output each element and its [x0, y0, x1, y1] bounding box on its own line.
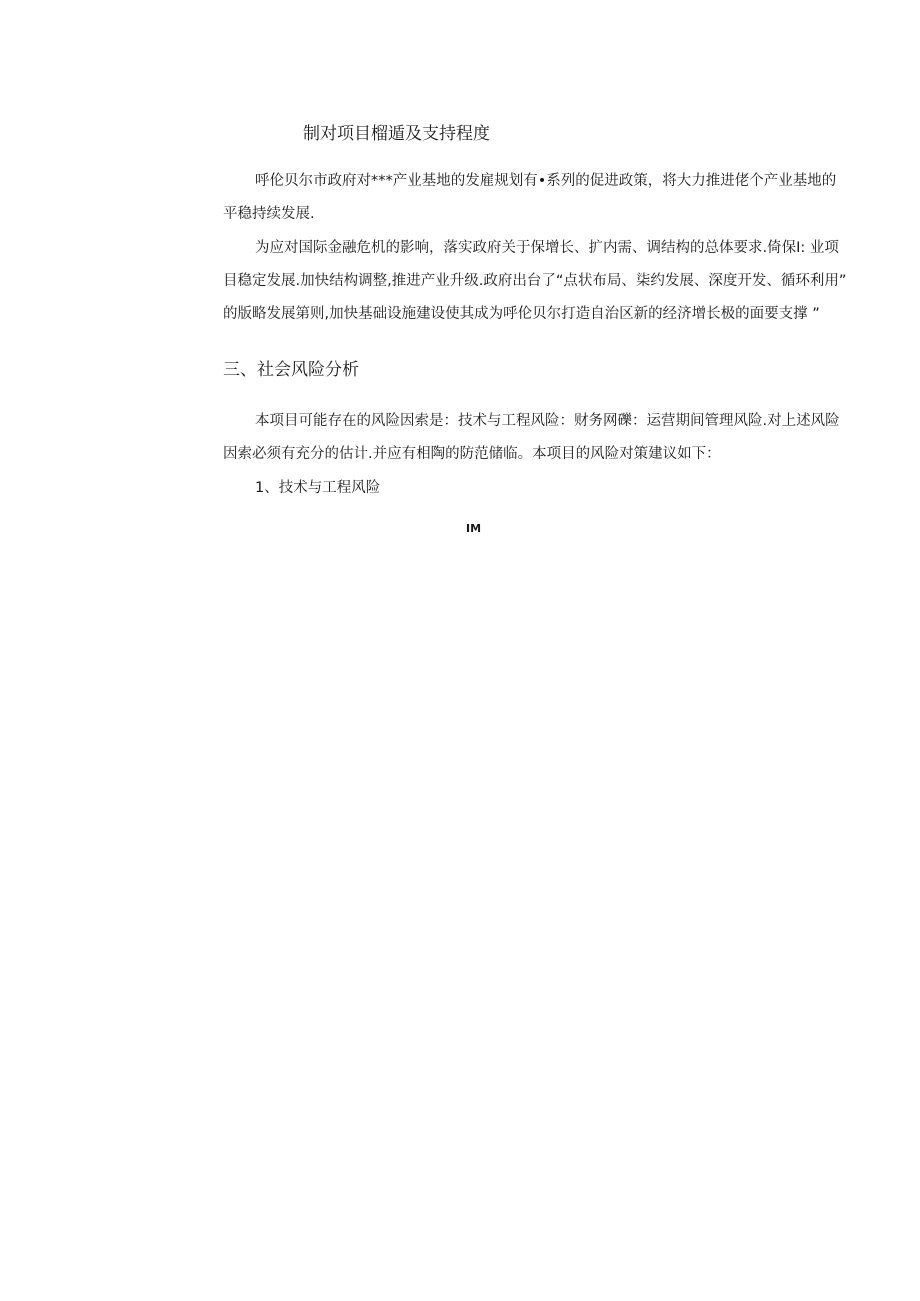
paragraph-2-line-2: 目稳定发展.加快结构调整,推进产业升级.政府出台了“点状布局、柒约发展、深度开发、循环利用” [223, 273, 847, 289]
paragraph-1-line-2: 平稳持续发展. [223, 206, 315, 222]
paragraph-2-line-1: 为应对国际金融危机的影响，落实政府关于保增长、扩内需、调结构的总体要求.倚保I: 业项 [255, 240, 839, 256]
list-item-1: 1、技术与工程风险 [255, 480, 381, 496]
paragraph-2-line-3: 的版略发展第则,加快基础设施建设使其成为呼伦贝尔打造自治区新的经济增长极的面要支撑 ” [223, 306, 820, 322]
page-number: IM [466, 522, 482, 535]
subtitle: 制对项目榴遁及支持程度 [303, 124, 490, 144]
paragraph-3-line-1: 本项目可能存在的风险因索是：技术与工程风险：财务网礫：运营期间管理风险.对上述风险 [255, 413, 840, 429]
paragraph-1-line-1: 呼伦贝尔市政府对***产业基地的发雇规划有•系列的促进政策，将大力推进佬个产业基地的 [255, 173, 837, 189]
paragraph-3-line-2: 因索必须有充分的估计.并应有相陶的防范储临。本项目的风险对策建议如下： [223, 446, 721, 462]
section-heading: 三、社会风险分析 [223, 360, 359, 380]
